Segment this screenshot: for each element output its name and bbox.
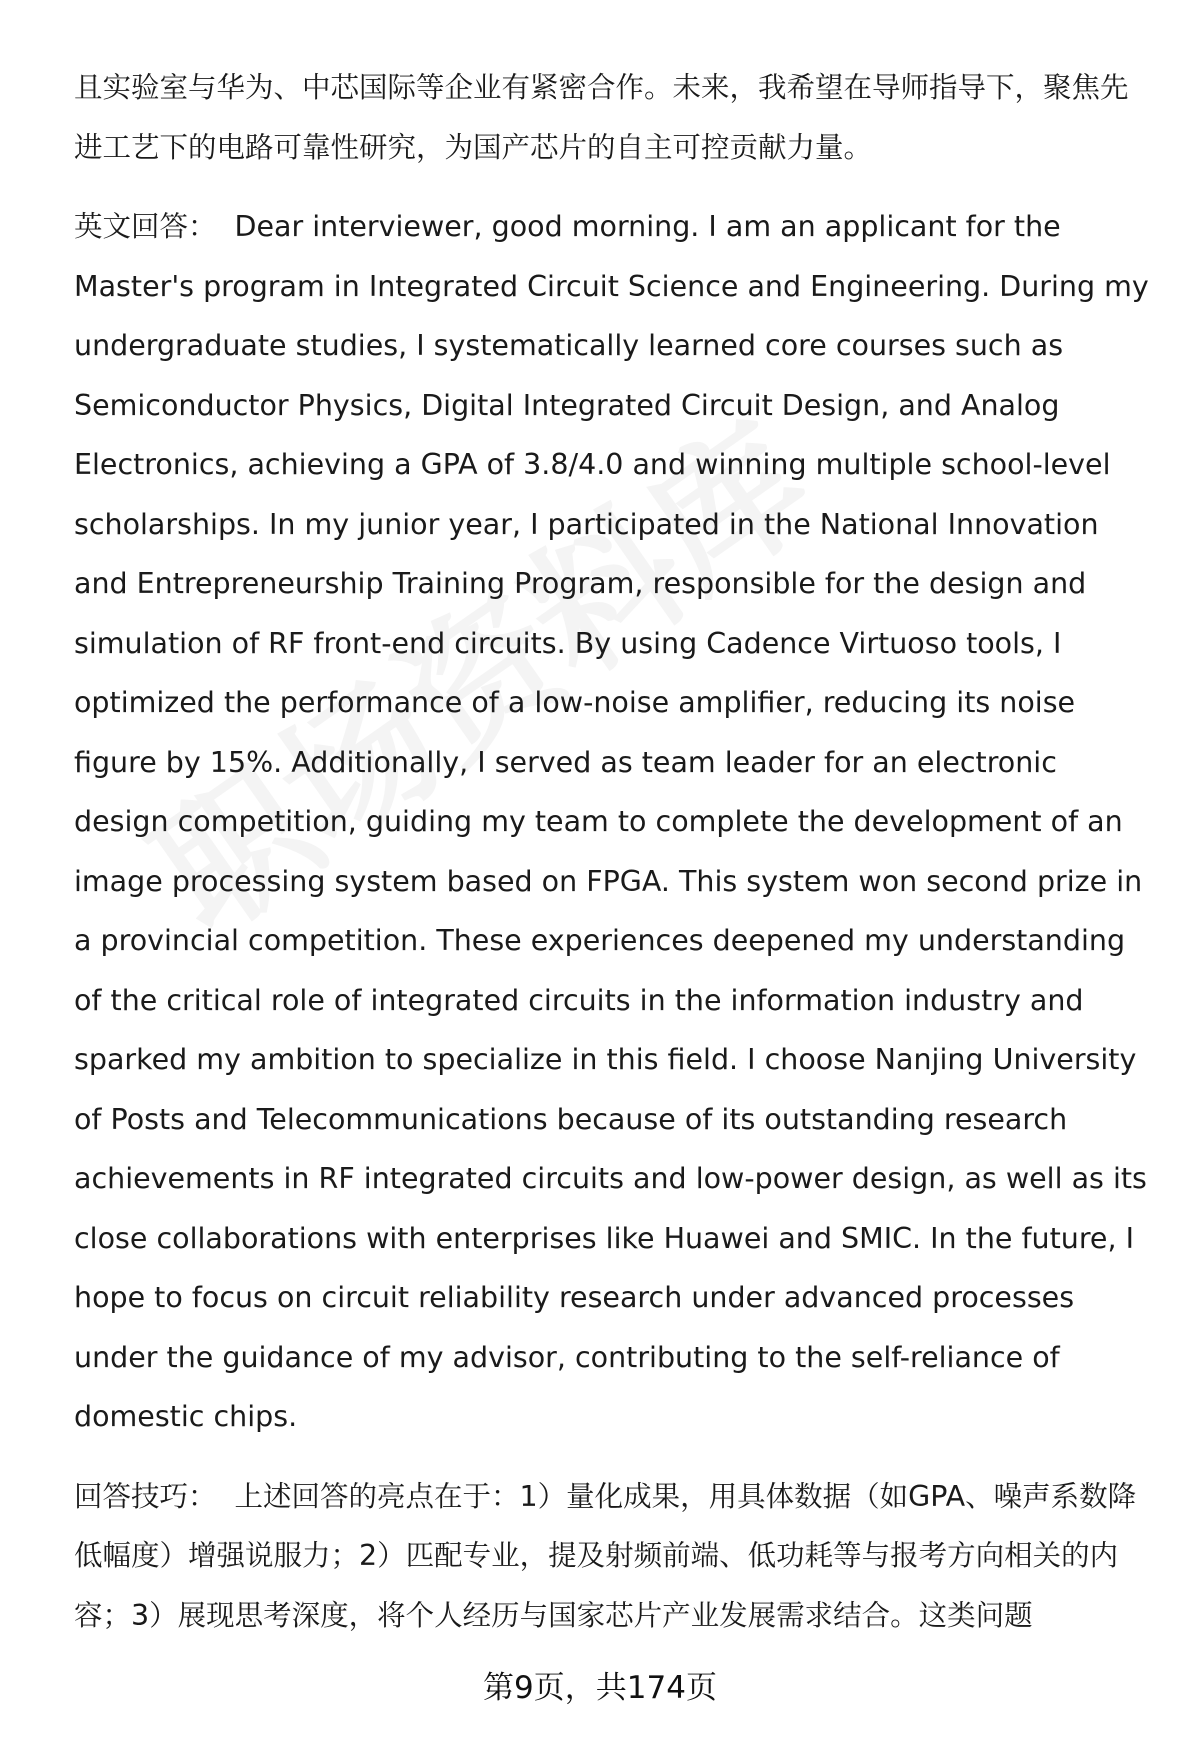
page-number: 第9页，共174页 [483, 1670, 717, 1706]
english-answer-text: Dear interviewer, good morning. I am an applicant for the Master's program in Integrated Circuit Science and Engineering. During my undergraduate studies, I systematically learned core courses such as Semiconductor Physics, Digital Integrated Circuit Design, and Analog Electronics, achieving a GPA of 3.8/4.0 and winning multiple school-level scholarships. In my junior year, I participated in the National Innovation and Entrepreneurship Training Program, responsible for the design and simulation of RF front-end circuits. By using Cadence Virtuoso tools, I optimized the performance of a low-noise amplifier, reducing its noise figure by 15%. Additionally, I served as team leader for an electronic design competition, guiding my team to complete the development of an image processing system based on FPGA. This system won second prize in a provincial competition. These experiences deepened my understanding of the critical role of integrated circuits in the information industry and sparked my ambition to specialize in this field. I choose Nanjing University of Posts and Telecommunications because of its outstanding research achievements in RF integrated circuits and low-power design, as well as its close collaborations with enterprises like Huawei and SMIC. In the future, I hope to focus on circuit reliability research under advanced processes under the guidance of my advisor, contributing to the self-reliance of domestic chips. [74, 210, 1149, 1433]
answer-tips-text: 上述回答的亮点在于：1）量化成果，用具体数据（如GPA、噪声系数降低幅度）增强说服力；2）匹配专业，提及射频前端、低功耗等与报考方向相关的内容；3）展现思考深度，将个人经历与国家芯片产业发展需求结合。这类问题 [74, 1479, 1137, 1632]
answer-tips-label: 回答技巧： [74, 1479, 217, 1513]
paragraph-chinese-answer-tail: 且实验室与华为、中芯国际等企业有紧密合作。未来，我希望在导师指导下，聚焦先进工艺下的电路可靠性研究，为国产芯片的自主可控贡献力量。 [74, 71, 1129, 164]
paragraph-answer-tips [74, 1467, 1154, 1646]
paragraph-english-answer [74, 197, 1154, 1447]
document-page [74, 58, 1154, 1645]
english-answer-label: 英文回答： [74, 210, 217, 243]
